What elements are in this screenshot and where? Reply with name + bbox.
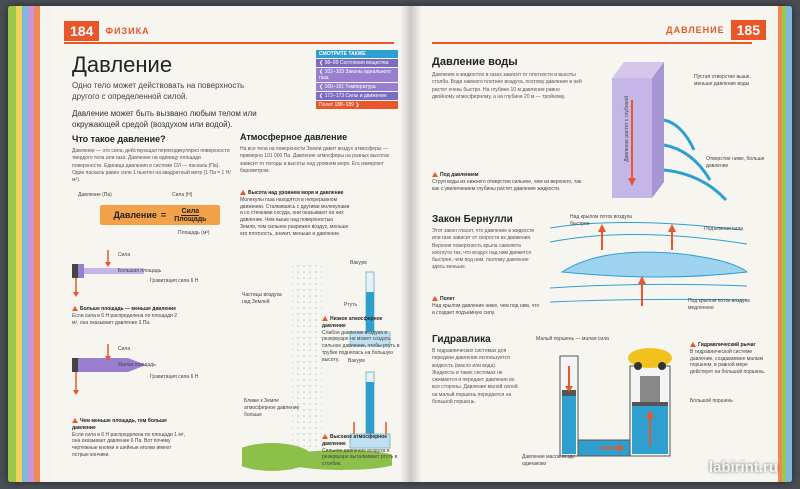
caption-text: В гидравлической системе давление, создаваемое малым поршнем, в равной мере действует на большой поршень. [690, 348, 766, 375]
see-also-item[interactable]: ❮ 102–103 Законы идеального газа [316, 68, 398, 82]
vacuum-label-2: Вакуум [348, 358, 365, 364]
book-spread [8, 6, 792, 482]
weight-label-2: Гравитация сила 6 Н [150, 374, 199, 380]
triangle-icon [432, 172, 438, 177]
caption-text: Если сила в 6 Н распределена по площади 2 м², она оказывает давление 3 Па. [72, 312, 177, 326]
left-header [64, 20, 150, 42]
triangle-icon [72, 306, 78, 311]
watermark: labirint.ru [708, 459, 778, 476]
formula-fraction [174, 208, 206, 223]
page-number: 184 [64, 21, 99, 41]
caption-title: Высокое атмосферное давление [322, 434, 388, 447]
right-header [660, 20, 766, 40]
caption-title: Гидравлический рычаг [698, 342, 756, 348]
section-text: Давление в жидкостях и газах зависит от плотности и высоты столба. Вода намного плотнее воздуха, поэтому давление в ней растет очень быстро. На глубине 10 м давление равно двойному атмосферному, а на глубине 20 м — тройному. [432, 72, 582, 100]
near-earth-label: Ближе к Земле атмосферное давление больше [244, 398, 300, 418]
caption-title: Высота над уровнем моря и давление [248, 190, 344, 196]
large-area-diagram [68, 246, 198, 306]
section-name: ДАВЛЕНИЕ [666, 25, 725, 35]
caption-low-pressure [322, 316, 400, 363]
small-piston-label: Малый поршень — малая сила [536, 336, 609, 342]
vacuum-label: Вакуум [350, 260, 367, 266]
section-heading: Атмосферное давление [240, 132, 348, 142]
section-text: Этот закон гласит, что давление в жидкости или газе зависит от скорости их движения. Верхняя поверхность крыла самолета изогнута так, что воздух над ним движется быстрее, чем под ним, поэтому давление здесь меньше. [432, 228, 535, 271]
hydraulic-diagram [540, 336, 690, 466]
triangle-icon [690, 342, 696, 347]
triangle-icon [432, 296, 438, 301]
left-page [54, 6, 402, 482]
triangle-icon [322, 316, 328, 321]
caption-title: Больше площадь — меньше давление [80, 306, 177, 312]
area-label-2: Малая площадь [118, 362, 156, 368]
big-piston-label: Большой поршень [690, 398, 733, 404]
lead-text: Одно тело может действовать на поверхность другого с определенной силой. [72, 81, 245, 102]
caption-title: Чем меньше площадь, тем больше давление [72, 418, 167, 431]
caption-altitude [240, 190, 350, 237]
section-text: На все тела на поверхности Земли давит воздух атмосферы — примерно 101 000 Па. Давление атмосферы на разных высотах зависит от погоды и высоты над уровнем моря. Его измеряют барометром. [240, 146, 390, 174]
see-also-item[interactable]: ❮ 160–161 Температура [316, 83, 398, 91]
caption-title: Под давлением [440, 172, 479, 178]
caption-title: Низкое атмосферное давление [322, 316, 383, 329]
see-also-item[interactable]: Полет 188–189 ❯ [316, 101, 398, 109]
header-rule [64, 42, 394, 44]
wing-label-lift: Подъемная сила [704, 226, 744, 232]
see-also-item[interactable]: ❮ 172–173 Силы и движение [316, 92, 398, 100]
section-heading: Закон Бернулли [432, 214, 513, 225]
caption-large-area [72, 306, 182, 326]
caption-hydraulics [690, 342, 768, 376]
formula-denominator: Площадь [174, 215, 207, 223]
weight-label-1: Гравитация сила 6 Н [150, 278, 199, 284]
molecules-label: Частицы воздуха над Землей [242, 292, 282, 305]
caption-text: Струя воды из нижнего отверстия сильнее, чем из верхнего, так как с увеличением глубины растет давление жидкости. [432, 178, 582, 192]
triangle-icon [322, 434, 328, 439]
triangle-icon [72, 418, 78, 423]
see-also-box [316, 50, 398, 109]
see-also-item[interactable]: ❮ 98–99 Состояния вещества [316, 59, 398, 67]
water-label-top: Пустая отверстие выше, меньше давление воды [694, 74, 751, 87]
caption-flight [432, 296, 542, 316]
caption-text: Слабое давление воздуха в резервуаре не может создать сильное давление, чтобы ртуть в трубке поднялась на большую высоту. [322, 329, 400, 363]
page-number: 185 [731, 20, 766, 40]
formula-label-force: Сила (Н) [172, 192, 193, 198]
section-heading: Гидравлика [432, 334, 491, 345]
header-rule [432, 42, 752, 44]
triangle-icon [240, 190, 246, 195]
force-label-1: Сила [118, 252, 131, 258]
water-label-bottom: Отверстие ниже, больше давление [706, 156, 765, 169]
book-gutter [400, 6, 422, 482]
lead-text-2: Давление может быть вызвано любым телом или окружающей средой (воздухом или водой). [72, 109, 257, 130]
section-name: ФИЗИКА [105, 26, 150, 36]
caption-text: Сильное давление воздуха в резервуаре выталкивает ртуть в столбик. [322, 447, 398, 467]
formula-pressure: Давление [113, 210, 157, 220]
section-text: В гидравлических системах для передачи давления используется жидкость (масло или вода). Жидкость в таких системах не сжимается и передает давление во все стороны. Давление малой силой на малый поршень передается на большой поршень. [432, 348, 518, 405]
right-page [422, 6, 772, 482]
wing-label-top: Над крылом поток воздуха быстрее [570, 214, 632, 227]
page-title: Давление [72, 52, 173, 77]
depth-label: Давление растет с глубиной [624, 96, 630, 162]
formula-label-area: Площадь (м²) [178, 230, 210, 236]
caption-high-pressure [322, 434, 400, 468]
page-edges-right [772, 6, 792, 482]
area-label-1: Большая площадь [118, 268, 162, 274]
caption-water [432, 172, 582, 192]
caption-text: Над крылом давление ниже, чем под ним, что и создает подъемную силу. [432, 302, 540, 316]
section-text: Давление — это сила, действующая перпендикулярно поверхности твердого тела или газа. Давление на единицу площади поверхности. Единица давления в системе СИ — паскаль (Па). Один паскаль равен силе 1 ньютон на квадратный метр (1 Па = 1 Н/м²). [72, 148, 231, 183]
caption-text: Если сила в 6 Н распределена по площади 1 м², она оказывает давление 6 Па. Вот почему чертежные кнопки и шейные иголки имеют острые кончики. [72, 431, 185, 458]
see-also-heading: СМОТРИТЕ ТАКЖЕ [316, 50, 398, 58]
section-heading: Что такое давление? [72, 134, 166, 144]
fluid-label: Давление масла везде одинаково [522, 454, 576, 467]
caption-title: Полет [440, 296, 455, 302]
formula-label-pressure: Давление (Па) [78, 192, 112, 198]
force-label-2: Сила [118, 346, 131, 352]
page-edges-left [8, 6, 54, 482]
pressure-formula [100, 205, 220, 225]
caption-small-area [72, 418, 186, 459]
wing-label-bottom: Под крылом поток воздуха медленнее [688, 298, 750, 311]
mercury-label: Ртуть [344, 302, 358, 308]
section-heading: Давление воды [432, 56, 518, 68]
formula-numerator: Сила [181, 207, 200, 215]
caption-text: Молекулы газа находятся в непрерывном движении. Сталкиваясь с другими молекулами и со стенками сосуда, они оказывают на них давление. Чем выше над поверхностью Земли, тем сильнее разрежен воздух, меньше его плотность, значит, меньше и давление. [240, 196, 350, 237]
formula-equals: = [160, 210, 167, 220]
